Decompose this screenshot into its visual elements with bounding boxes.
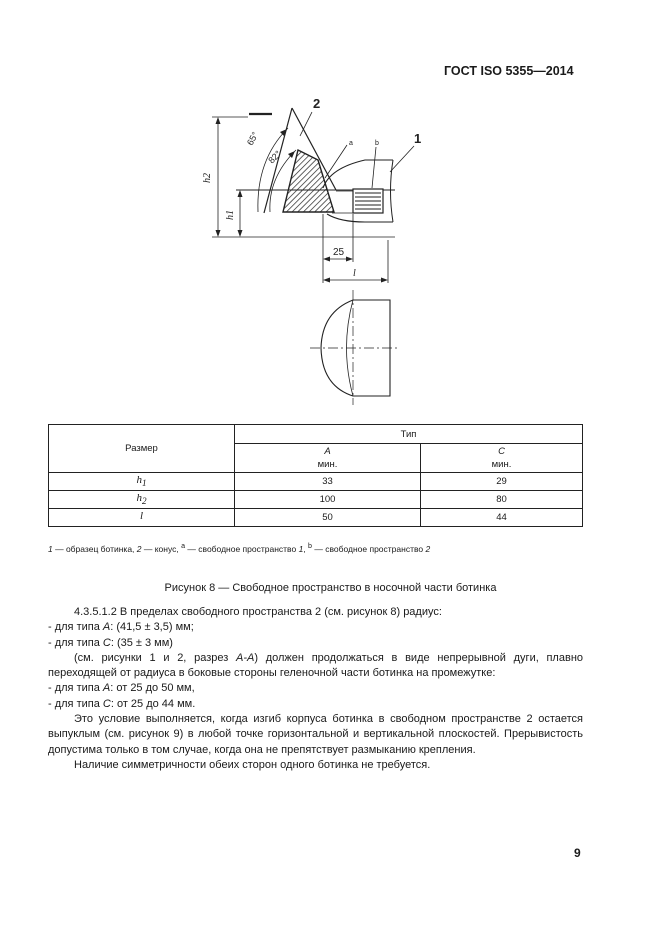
label-h1: h1 bbox=[225, 210, 236, 220]
label-angle-inner: 82° bbox=[266, 148, 284, 166]
table-row bbox=[49, 509, 583, 527]
row-value-c: 80 bbox=[421, 491, 583, 509]
row-value-a: 33 bbox=[235, 473, 421, 491]
header-type: Тип bbox=[235, 425, 583, 444]
callout-2: 2 bbox=[313, 96, 321, 111]
page-number: 9 bbox=[574, 846, 581, 860]
paragraph-arc: (см. рисунки 1 и 2, разрез А-А) должен продолжаться в виде непрерывной дуги, плавно переходящей от радиуса в боковые стороны геленочной части ботинка на промежутке: bbox=[48, 651, 584, 680]
note-a: a bbox=[349, 140, 353, 147]
type-a-letter: А bbox=[324, 446, 331, 457]
label-h2: h2 bbox=[202, 173, 213, 183]
row-symbol: $h_2$ bbox=[49, 491, 235, 509]
figure-legend: 1 — образец ботинка, 2 — конус, $^a$ — свободное пространство 1, $^b$ — свободное пространство 2 bbox=[48, 542, 431, 554]
label-25: 25 bbox=[333, 247, 345, 258]
paragraph-radius: 4.3.5.1.2 В пределах свободного пространства 2 (см. рисунок 8) радиус: bbox=[74, 606, 442, 618]
type-c-letter: С bbox=[498, 446, 505, 457]
row-value-a: 100 bbox=[235, 491, 421, 509]
list-item-type-c: - для типа С: (35 ± 3 мм) bbox=[48, 636, 173, 649]
list-item-type-a: - для типа А: (41,5 ± 3,5) мм; bbox=[48, 621, 194, 634]
row-value-c: 29 bbox=[421, 473, 583, 491]
label-l: l bbox=[353, 268, 356, 279]
row-value-a: 50 bbox=[235, 509, 421, 527]
label-angle-outer: 65° bbox=[244, 130, 261, 147]
standard-code: ГОСТ ISO 5355—2014 bbox=[444, 64, 574, 78]
note-b: b bbox=[375, 140, 379, 147]
callout-1: 1 bbox=[414, 131, 422, 146]
paragraph-symmetry: Наличие симметричности обеих сторон одного ботинка не требуется. bbox=[74, 758, 431, 771]
row-symbol: l bbox=[49, 509, 235, 527]
figure-caption: Рисунок 8 — Свободное пространство в носочной части ботинка bbox=[164, 582, 497, 594]
body-text bbox=[48, 605, 583, 773]
table-row bbox=[49, 473, 583, 491]
type-a-min: мин. bbox=[317, 459, 338, 470]
table-row bbox=[49, 491, 583, 509]
list-item-range-a: - для типа А: от 25 до 50 мм, bbox=[48, 682, 195, 695]
row-symbol: $h_1$ bbox=[49, 473, 235, 491]
header-type-a bbox=[235, 444, 421, 473]
list-item-range-c: - для типа С: от 25 до 44 мм. bbox=[48, 697, 196, 710]
figure-8-drawing bbox=[195, 95, 425, 410]
dimensions-table bbox=[48, 424, 583, 527]
header-type-c bbox=[421, 444, 583, 473]
paragraph-condition: Это условие выполняется, когда изгиб корпуса ботинка в свободном пространстве 2 остается выпуклым (см. рисунок 9) в любой точке горизонтальной и вертикальной плоскостей. Прерывистость допустима только в том случае, когда она не препятствует размыканию крепления. bbox=[48, 713, 583, 756]
header-size: Размер bbox=[49, 425, 235, 473]
row-value-c: 44 bbox=[421, 509, 583, 527]
type-c-min: мин. bbox=[491, 459, 512, 470]
